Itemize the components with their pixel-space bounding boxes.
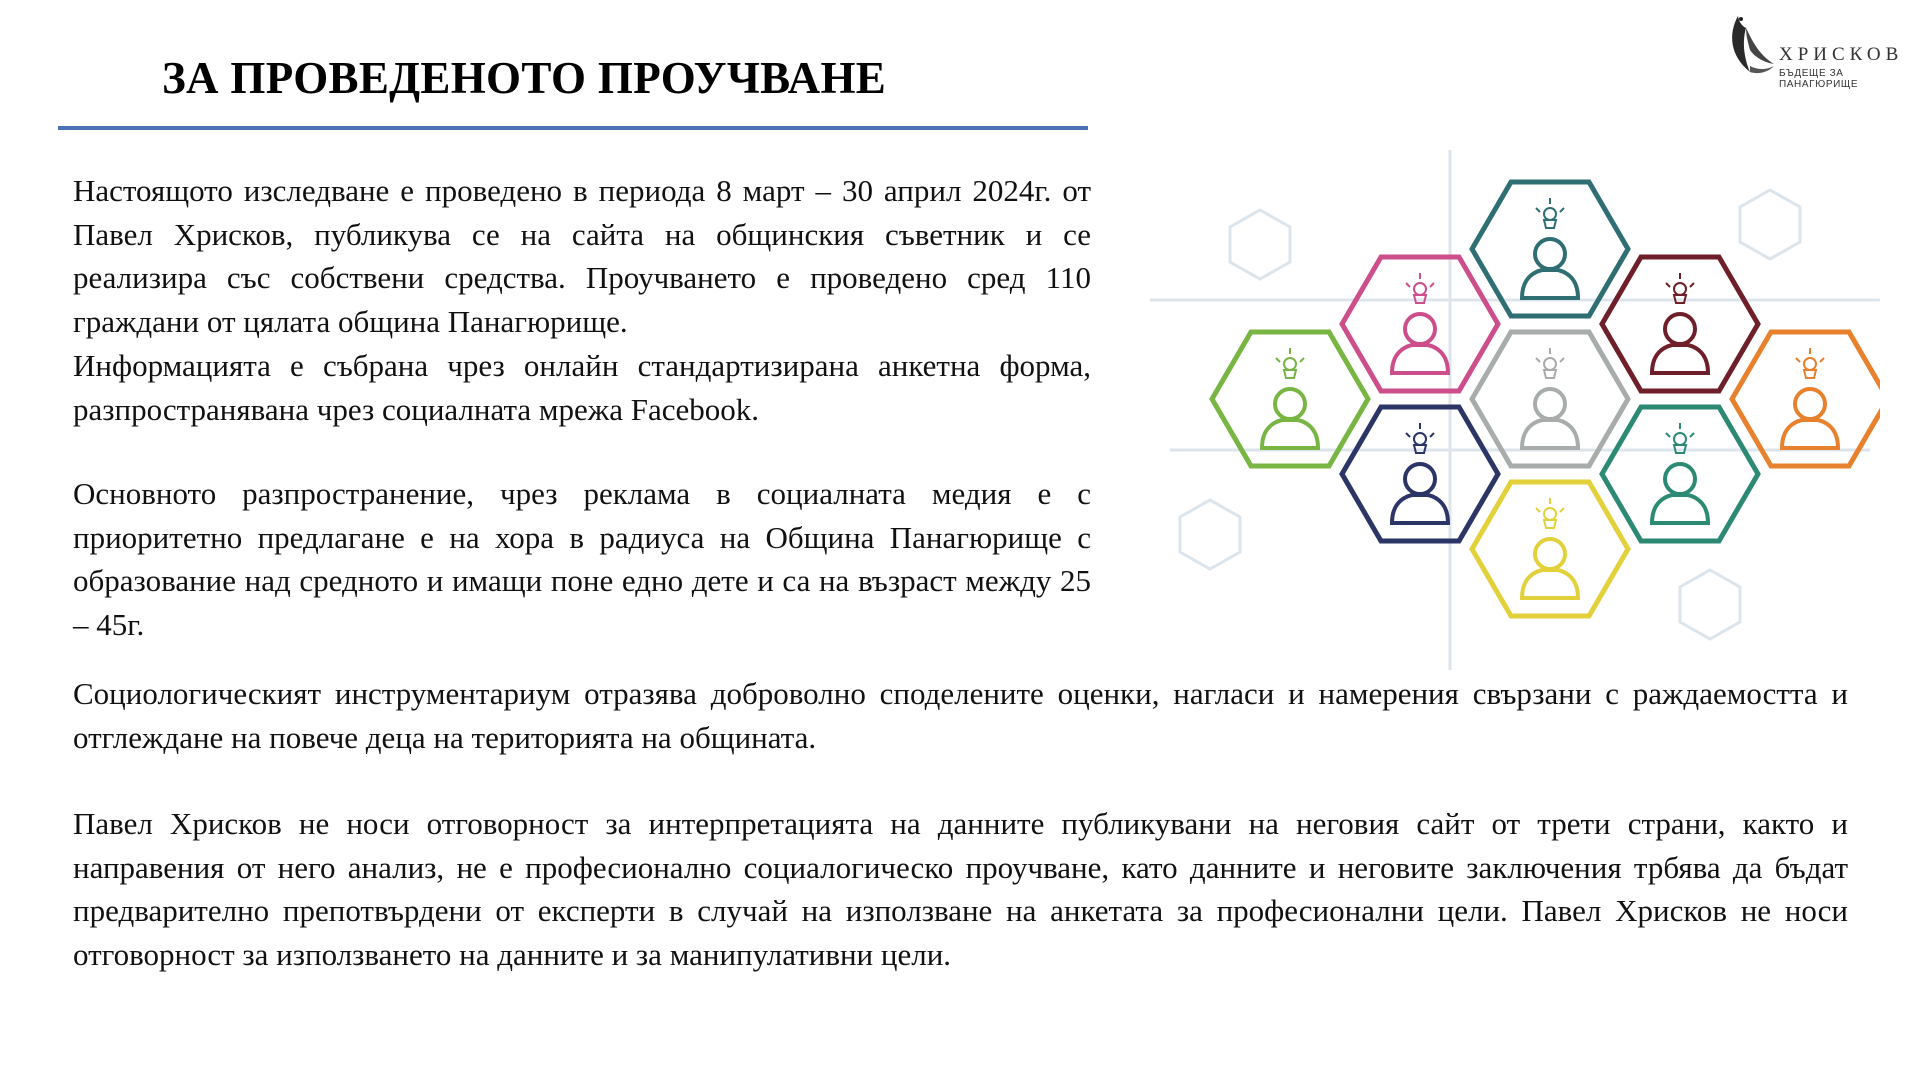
paragraph-distribution: Основното разпространение, чрез реклама в социалната медия е с приоритетно предлагане е на хора в радиуса на Община Панагюрище с образование над средното и имащи поне едно дете и са на възраст между 25 – 45г. [73,476,1091,642]
logo [1722,10,1912,90]
paragraph-study-period: Настоящото изследване е проведено в периода 8 март – 30 април 2024г. от Павел Хрисков, публикува се на сайта на общинския съветник и се реализира със собствени средства. Проучването е проведено сред 110 граждани от цялата община Панагюрище. [73,173,1091,339]
logo-subtitle: БЪДЕЩЕ ЗА ПАНАГЮРИЩЕ [1779,68,1859,90]
title-underline [58,126,1088,130]
logo-name: ХРИСКОВ [1779,44,1904,65]
paragraph-disclaimer: Павел Хрисков не носи отговорност за интерпретацията на данните публикувани на неговия сайт от трети страни, както и направения от него анализ, не е професионално социалогическо проучване, като данните и неговите заключения трбява да бъдат предварително препотвърдени от експерти в случай на използване на анкетата за професионални цели. Павел Хрисков не носи отговорност за използването на данните и за манипулативни цели. [73,806,1848,972]
hexagon-group [1212,182,1880,616]
person-icons [1262,198,1838,598]
bird-wing-icon [1722,10,1778,90]
page-title: ЗА ПРОВЕДЕНОТО ПРОУЧВАНЕ [162,53,887,103]
paragraph-instrument: Социологическият инструментариум отразява доброволно споделените оценки, нагласи и намерения свързани с раждаемостта и отглеждане на повече деца на територията на общината. [73,676,1848,755]
hexagon-far-right [1732,332,1880,466]
people-hexagon-network-icon [1150,150,1880,670]
paragraph-data-collection: Информацията е събрана чрез онлайн стандартизирана анкетна форма, разпространявана чрез социалната мрежа Facebook. [73,348,1091,427]
